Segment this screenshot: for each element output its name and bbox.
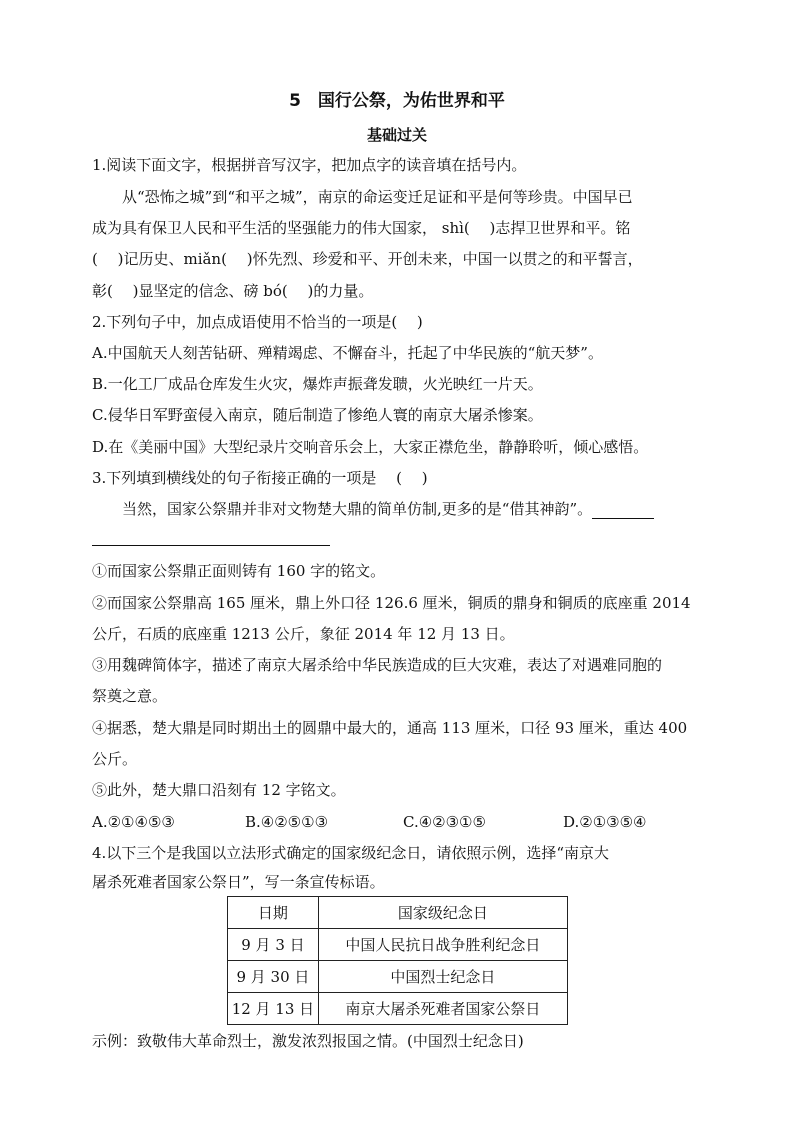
- question-3-option-d: D.②①③⑤④: [563, 813, 647, 831]
- question-3-option-b: B.④②⑤①③: [245, 813, 329, 831]
- table-row: [228, 929, 568, 961]
- sentence-2-continued: 公斤，石质的底座重 1213 公斤，象征 2014 年 12 月 13 日。: [92, 625, 515, 643]
- question-2-option-a: A.中国航天人刻苦钻研、殚精竭虑、不懈奋斗，托起了中华民族的“航天梦”。: [92, 344, 603, 362]
- question-1-paragraph-line: ( )记历史、miǎn( )怀先烈、珍爱和平、开创未来，中国一以贯之的和平誓言，: [92, 250, 643, 268]
- table-cell-name: 南京大屠杀死难者国家公祭日: [318, 993, 567, 1025]
- table-header-row: [228, 897, 568, 929]
- fill-blank-line: [92, 545, 330, 546]
- question-1-paragraph-line: 彰( )显坚定的信念、磅 bó( )的力量。: [92, 282, 374, 300]
- table-cell-name: 中国人民抗日战争胜利纪念日: [318, 929, 567, 961]
- fill-blank-line: [592, 502, 654, 519]
- memorial-days-table: [227, 896, 568, 1025]
- question-3-paragraph-text: 当然，国家公祭鼎并非对文物楚大鼎的简单仿制,更多的是“借其神韵”。: [122, 500, 593, 518]
- table-header-cell: 国家级纪念日: [318, 897, 567, 929]
- table-row: [228, 993, 568, 1025]
- table-row: [228, 961, 568, 993]
- table-cell-date: 12 月 13 日: [228, 993, 319, 1025]
- table-cell-date: 9 月 30 日: [228, 961, 319, 993]
- page-title: 5 国行公祭，为佑世界和平: [289, 91, 505, 111]
- question-1-paragraph-line: 成为具有保卫人民和平生活的坚强能力的伟大国家， shì( )志捍卫世界和平。铭: [92, 219, 631, 237]
- question-4-stem-continued: 屠杀死难者国家公祭日”，写一条宣传标语。: [92, 873, 385, 891]
- question-2-option-c: C.侵华日军野蛮侵入南京，随后制造了惨绝人寰的南京大屠杀惨案。: [92, 406, 543, 424]
- question-4-example: 示例：致敬伟大革命烈士，激发浓烈报国之情。(中国烈士纪念日): [92, 1032, 524, 1050]
- table-cell-date: 9 月 3 日: [228, 929, 319, 961]
- table-cell-name: 中国烈士纪念日: [318, 961, 567, 993]
- sentence-3: ③用魏碑简体字，描述了南京大屠杀给中华民族造成的巨大灾难，表达了对遇难同胞的: [92, 656, 663, 674]
- question-2-option-d: D.在《美丽中国》大型纪录片交响音乐会上，大家正襟危坐，静静聆听，倾心感悟。: [92, 438, 649, 456]
- question-3-option-a: A.②①④⑤③: [92, 813, 175, 831]
- sentence-4: ④据悉，楚大鼎是同时期出土的圆鼎中最大的，通高 113 厘米，口径 93 厘米，重达 400: [92, 719, 688, 737]
- sentence-4-continued: 公斤。: [92, 750, 138, 768]
- question-3-stem: 3.下列填到横线处的句子衔接正确的一项是 ( ): [92, 469, 428, 487]
- question-2-stem: 2.下列句子中，加点成语使用不恰当的一项是( ): [92, 313, 423, 331]
- sentence-2: ②而国家公祭鼎高 165 厘米，鼎上外口径 126.6 厘米，铜质的鼎身和铜质的底座重 2014: [92, 594, 691, 612]
- question-3-option-c: C.④②③①⑤: [403, 813, 486, 831]
- sentence-1: ①而国家公祭鼎正面则铸有 160 字的铭文。: [92, 562, 386, 580]
- question-1-stem: 1.阅读下面文字，根据拼音写汉字，把加点字的读音填在括号内。: [92, 156, 527, 174]
- question-3-paragraph: [122, 499, 654, 519]
- sentence-5: ⑤此外，楚大鼎口沿刻有 12 字铭文。: [92, 781, 346, 799]
- question-1-paragraph-line: 从“恐怖之城”到“和平之城”，南京的命运变迁足证和平是何等珍贵。中国早已: [122, 188, 633, 206]
- sentence-3-continued: 祭奠之意。: [92, 687, 168, 705]
- section-subtitle: 基础过关: [366, 126, 427, 144]
- table-header-cell: 日期: [228, 897, 319, 929]
- question-2-option-b: B.一化工厂成品仓库发生火灾，爆炸声振聋发聩，火光映红一片天。: [92, 375, 543, 393]
- question-4-stem: 4.以下三个是我国以立法形式确定的国家级纪念日，请依照示例，选择“南京大: [92, 844, 609, 862]
